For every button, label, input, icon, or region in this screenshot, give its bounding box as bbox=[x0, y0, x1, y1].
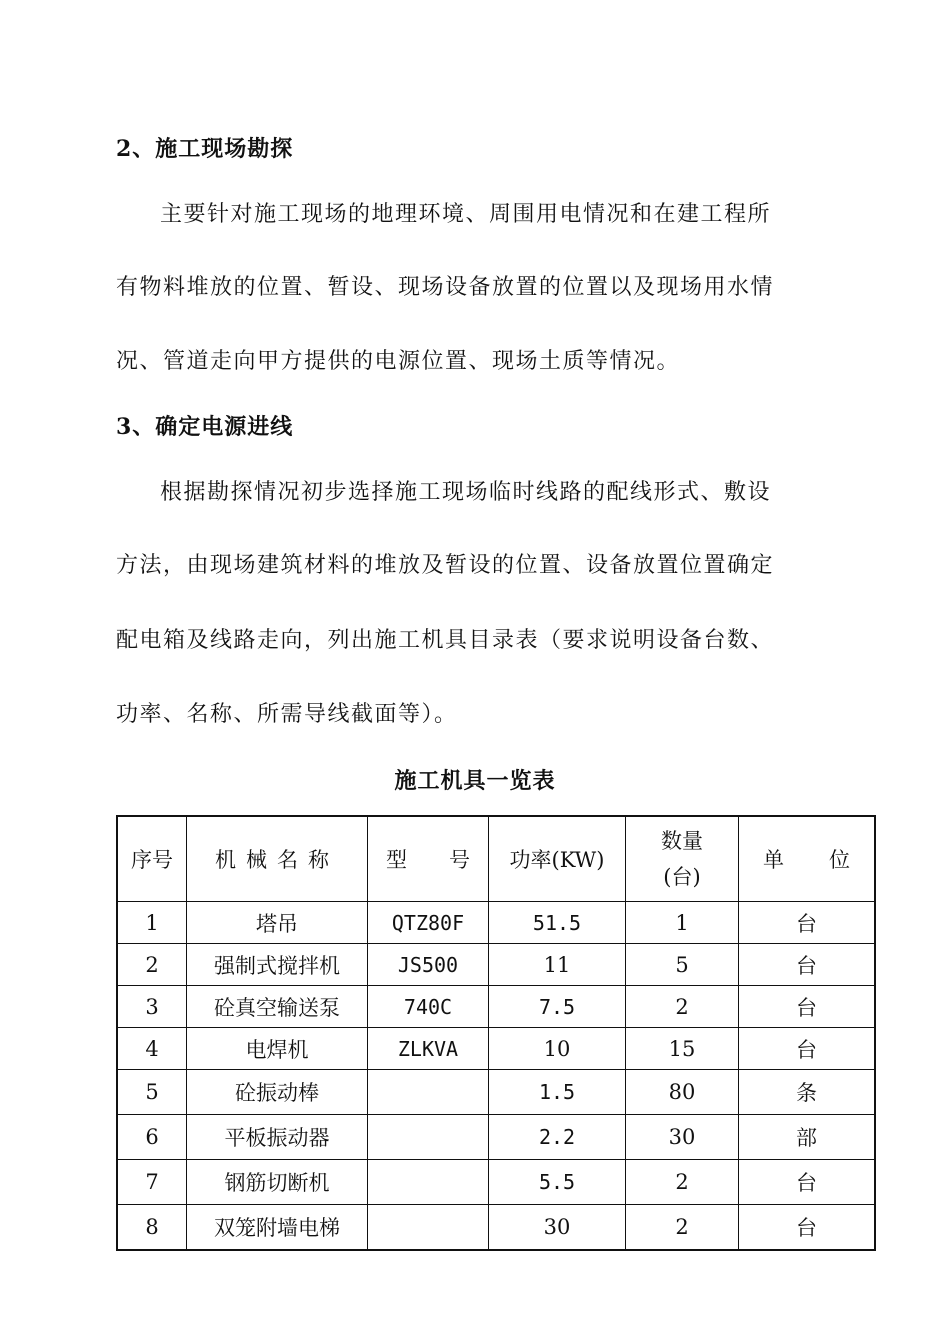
section-2-paragraph-line-1: 主要针对施工现场的地理环境、周围用电情况和在建工程所 bbox=[160, 202, 772, 227]
table-row bbox=[117, 986, 875, 1028]
cell-unit: 台 bbox=[739, 944, 876, 986]
header-model-a: 型 bbox=[386, 848, 407, 872]
cell-name: 钢筋切断机 bbox=[187, 1160, 368, 1205]
table-row bbox=[117, 902, 875, 944]
cell-index: 3 bbox=[117, 986, 187, 1028]
cell-model: QTZ80F bbox=[368, 902, 489, 944]
table-header-row bbox=[117, 816, 875, 902]
cell-unit: 台 bbox=[739, 1028, 876, 1070]
cell-name: 电焊机 bbox=[187, 1028, 368, 1070]
cell-model bbox=[368, 1070, 489, 1115]
cell-quantity: 5 bbox=[626, 944, 739, 986]
equipment-table bbox=[116, 815, 876, 1251]
cell-quantity: 2 bbox=[626, 1160, 739, 1205]
table-row bbox=[117, 944, 875, 986]
cell-model bbox=[368, 1115, 489, 1160]
cell-unit: 台 bbox=[739, 902, 876, 944]
cell-name: 砼振动棒 bbox=[187, 1070, 368, 1115]
cell-quantity: 30 bbox=[626, 1115, 739, 1160]
cell-model bbox=[368, 1160, 489, 1205]
cell-index: 4 bbox=[117, 1028, 187, 1070]
cell-power: 11 bbox=[489, 944, 626, 986]
cell-model: 740C bbox=[368, 986, 489, 1028]
header-quantity bbox=[626, 816, 739, 902]
table-caption: 施工机具一览表 bbox=[394, 768, 556, 794]
table-row bbox=[117, 1070, 875, 1115]
cell-name: 塔吊 bbox=[187, 902, 368, 944]
cell-power: 5.5 bbox=[489, 1160, 626, 1205]
header-unit-a: 单 bbox=[763, 848, 784, 872]
cell-model: JS500 bbox=[368, 944, 489, 986]
section-3-heading: 3、确定电源进线 bbox=[116, 414, 294, 440]
cell-unit: 台 bbox=[739, 1205, 876, 1250]
cell-unit: 条 bbox=[739, 1070, 876, 1115]
cell-name: 双笼附墙电梯 bbox=[187, 1205, 368, 1250]
header-model-b: 号 bbox=[449, 848, 470, 872]
header-power: 功率(KW) bbox=[489, 816, 626, 902]
cell-index: 5 bbox=[117, 1070, 187, 1115]
cell-power: 2.2 bbox=[489, 1115, 626, 1160]
section-2-paragraph-line-3: 况、管道走向甲方提供的电源位置、现场土质等情况。 bbox=[116, 349, 681, 374]
table-row bbox=[117, 1205, 875, 1250]
cell-quantity: 15 bbox=[626, 1028, 739, 1070]
cell-index: 2 bbox=[117, 944, 187, 986]
cell-power: 7.5 bbox=[489, 986, 626, 1028]
header-unit bbox=[739, 816, 876, 902]
section-2-heading: 2、施工现场勘探 bbox=[116, 136, 294, 162]
cell-unit: 台 bbox=[739, 1160, 876, 1205]
cell-model bbox=[368, 1205, 489, 1250]
cell-name: 强制式搅拌机 bbox=[187, 944, 368, 986]
cell-quantity: 2 bbox=[626, 986, 739, 1028]
section-2-paragraph-line-2: 有物料堆放的位置、暂设、现场设备放置的位置以及现场用水情 bbox=[116, 275, 775, 300]
cell-power: 1.5 bbox=[489, 1070, 626, 1115]
cell-name: 砼真空输送泵 bbox=[187, 986, 368, 1028]
section-3-paragraph-line-2: 方法，由现场建筑材料的堆放及暂设的位置、设备放置位置确定 bbox=[116, 553, 775, 578]
cell-power: 51.5 bbox=[489, 902, 626, 944]
cell-index: 7 bbox=[117, 1160, 187, 1205]
cell-power: 30 bbox=[489, 1205, 626, 1250]
cell-unit: 台 bbox=[739, 986, 876, 1028]
cell-index: 8 bbox=[117, 1205, 187, 1250]
cell-index: 6 bbox=[117, 1115, 187, 1160]
header-qty-a: 数量 bbox=[661, 829, 703, 853]
cell-quantity: 2 bbox=[626, 1205, 739, 1250]
cell-quantity: 1 bbox=[626, 902, 739, 944]
table-row bbox=[117, 1028, 875, 1070]
header-unit-b: 位 bbox=[829, 848, 850, 872]
header-name-label: 机械名称 bbox=[215, 848, 339, 872]
header-index: 序号 bbox=[117, 816, 187, 902]
table-row bbox=[117, 1160, 875, 1205]
section-3-paragraph-line-4: 功率、名称、所需导线截面等）。 bbox=[116, 702, 458, 727]
section-3-paragraph-line-3: 配电箱及线路走向，列出施工机具目录表（要求说明设备台数、 bbox=[116, 628, 775, 653]
header-name bbox=[187, 816, 368, 902]
cell-model: ZLKVA bbox=[368, 1028, 489, 1070]
cell-power: 10 bbox=[489, 1028, 626, 1070]
cell-name: 平板振动器 bbox=[187, 1115, 368, 1160]
cell-quantity: 80 bbox=[626, 1070, 739, 1115]
section-3-paragraph-line-1: 根据勘探情况初步选择施工现场临时线路的配线形式、敷设 bbox=[160, 480, 772, 505]
header-qty-b: (台) bbox=[663, 865, 701, 889]
cell-unit: 部 bbox=[739, 1115, 876, 1160]
cell-index: 1 bbox=[117, 902, 187, 944]
header-model bbox=[368, 816, 489, 902]
table-row bbox=[117, 1115, 875, 1160]
